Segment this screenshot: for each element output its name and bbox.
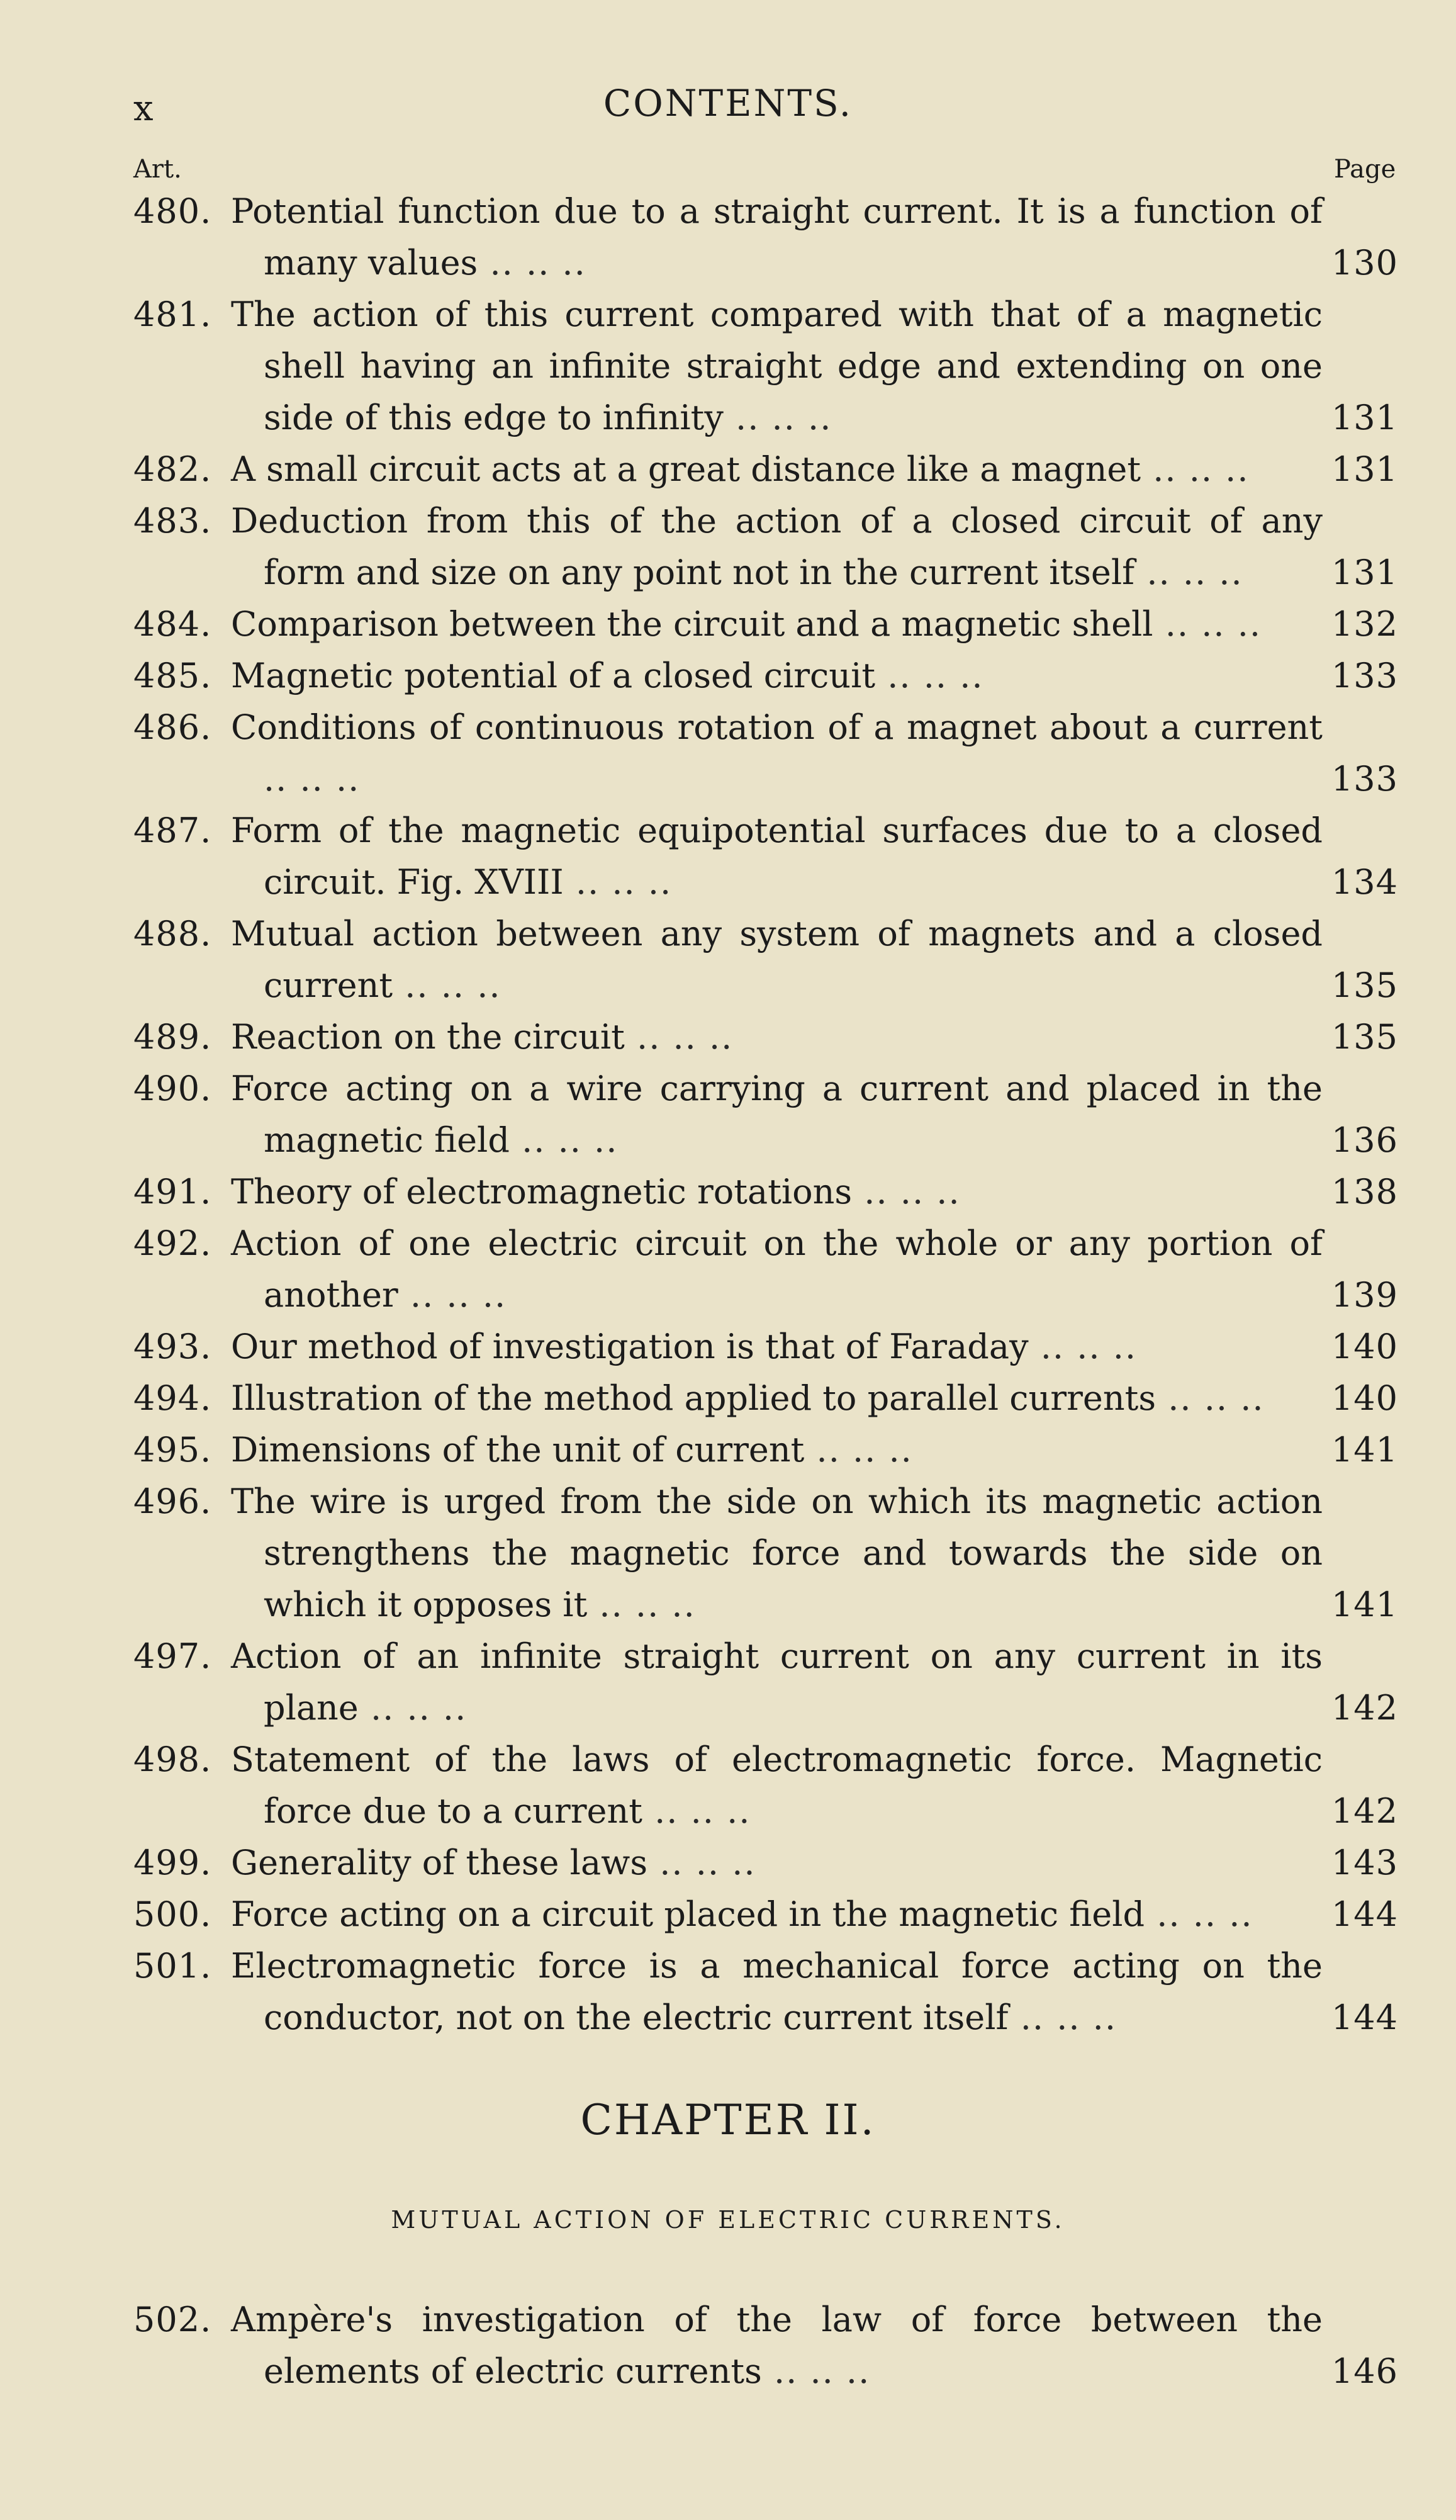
dot-leader: .. .. .. [264,759,361,799]
entry-page: 144 [1331,1894,1398,1934]
entry-page: 138 [1331,1172,1398,1212]
entry-title-text: Action of one electric circuit on the whole or any portion of another [231,1223,1323,1315]
entry-number: 481. [133,295,212,334]
dot-leader: .. .. .. [1153,604,1262,644]
entry-title-text: Electromagnetic force is a mechanical force acting on the conductor, not on the electric current itself [231,1946,1323,2037]
entry-title-text: Comparison between the circuit and a magnetic shell [231,604,1153,644]
column-header-art: Art. [133,155,182,184]
dot-leader: .. .. .. [804,1430,913,1470]
entry-title-text: Form of the magnetic equipotential surfaces due to a closed circuit. Fig. XVIII [231,811,1323,902]
entry-title-text: Action of an infinite straight current on any current in its plane [231,1636,1323,1728]
entry-title [231,599,1398,650]
entry-number: 497. [133,1636,212,1676]
entry-number: 498. [133,1740,212,1779]
entry-title-text: The action of this current compared with that of a magnetic shell having an infinite straight edge and extending on one side of this edge to infinity [231,295,1323,437]
entry-title-text: The wire is urged from the side on which its magnetic action strengthens the magnetic force and towards the side on which it opposes it [231,1482,1323,1624]
entry-number: 493. [133,1327,212,1366]
entry-number: 495. [133,1430,212,1470]
entry-page: 143 [1331,1843,1398,1882]
entry-page: 133 [1331,759,1398,799]
dot-leader: .. .. .. [398,1275,507,1315]
entry-number: 491. [133,1172,212,1212]
toc-entry [133,805,1398,908]
running-head: CONTENTS. [603,82,853,125]
entry-title [231,1063,1398,1166]
toc-entry [133,1218,1398,1321]
entry-title [231,1476,1398,1631]
contents-list [133,186,1398,2044]
entry-title [231,495,1398,599]
dot-leader: .. .. .. [642,1791,751,1831]
entry-title-text: Ampère's investigation of the law of force between the elements of electric currents [231,2300,1323,2391]
toc-entry [133,2294,1398,2397]
entry-page: 140 [1331,1327,1398,1366]
entry-title [231,650,1398,702]
toc-entry [133,1373,1398,1424]
entry-number: 490. [133,1069,212,1108]
dot-leader: .. .. .. [1145,1894,1253,1934]
entry-page: 140 [1331,1378,1398,1418]
dot-leader: .. .. .. [647,1843,756,1882]
chapter-contents-list [133,2294,1398,2397]
entry-page: 139 [1331,1275,1398,1315]
entry-page: 136 [1331,1120,1398,1160]
entry-number: 488. [133,914,212,953]
page-number: x [133,88,155,129]
toc-entry [133,908,1398,1011]
dot-leader: .. .. .. [358,1688,468,1728]
entry-number: 492. [133,1223,212,1263]
entry-page: 146 [1331,2351,1398,2391]
entry-title [231,805,1398,908]
toc-entry [133,186,1398,289]
entry-title [231,702,1398,805]
entry-number: 487. [133,811,212,850]
entry-title-text: A small circuit acts at a great distance like a magnet [231,449,1141,489]
entry-number: 499. [133,1843,212,1882]
dot-leader: .. .. .. [624,1017,734,1057]
dot-leader: .. .. .. [1141,449,1250,489]
dot-leader: .. .. .. [875,656,984,695]
dot-leader: .. .. .. [1008,1998,1117,2037]
toc-entry [133,289,1398,444]
entry-number: 500. [133,1894,212,1934]
toc-entry [133,1837,1398,1889]
dot-leader: .. .. .. [393,965,501,1005]
entry-title-text: Illustration of the method applied to parallel currents [231,1378,1156,1418]
entry-number: 496. [133,1482,212,1521]
entry-title [231,1631,1398,1734]
dot-leader: .. .. .. [563,862,673,902]
entry-number: 486. [133,707,212,747]
toc-entry [133,1063,1398,1166]
dot-leader: .. .. .. [852,1172,961,1212]
dot-leader: .. .. .. [761,2351,871,2391]
toc-entry [133,1321,1398,1373]
entry-title-text: Magnetic potential of a closed circuit [231,656,876,695]
chapter-subtitle: MUTUAL ACTION OF ELECTRIC CURRENTS. [391,2206,1065,2234]
entry-page: 130 [1331,243,1398,283]
entry-number: 483. [133,501,212,541]
dot-leader: .. .. .. [587,1585,696,1624]
entry-page: 135 [1331,965,1398,1005]
entry-page: 144 [1331,1998,1398,2037]
entry-title-text: Conditions of continuous rotation of a magnet about a current [231,707,1323,747]
toc-entry [133,1940,1398,2044]
entry-number: 489. [133,1017,212,1057]
entry-page: 142 [1331,1688,1398,1728]
entry-page: 135 [1331,1017,1398,1057]
entry-number: 502. [133,2300,212,2339]
toc-entry [133,1011,1398,1063]
toc-entry [133,1476,1398,1631]
toc-entry [133,1631,1398,1734]
toc-entry [133,702,1398,805]
entry-number: 482. [133,449,212,489]
entry-number: 480. [133,191,212,231]
entry-title-text: Generality of these laws [231,1843,648,1882]
entry-title [231,1734,1398,1837]
entry-title-text: Force acting on a wire carrying a current and placed in the magnetic field [231,1069,1323,1160]
entry-title [231,289,1398,444]
toc-entry [133,650,1398,702]
entry-title [231,444,1398,495]
entry-number: 485. [133,656,212,695]
dot-leader: .. .. .. [723,398,832,437]
toc-entry [133,1734,1398,1837]
dot-leader: .. .. .. [1156,1378,1265,1418]
entry-number: 484. [133,604,212,644]
entry-title [231,1011,1398,1063]
entry-title-text: Reaction on the circuit [231,1017,625,1057]
entry-title-text: Mutual action between any system of magnets and a closed current [231,914,1323,1005]
entry-page: 133 [1331,656,1398,695]
entry-title [231,1889,1398,1940]
toc-entry [133,495,1398,599]
entry-title [231,1218,1398,1321]
toc-entry [133,1166,1398,1218]
entry-title [231,186,1398,289]
entry-title [231,2294,1398,2397]
entry-title-text: Theory of electromagnetic rotations [231,1172,853,1212]
entry-title-text: Potential function due to a straight current. It is a function of many values [231,191,1323,283]
entry-page: 134 [1331,862,1398,902]
entry-page: 141 [1331,1430,1398,1470]
entry-page: 131 [1331,398,1398,437]
dot-leader: .. .. .. [1134,553,1243,592]
entry-title [231,1166,1398,1218]
entry-number: 501. [133,1946,212,1986]
entry-title-text: Our method of investigation is that of Faraday [231,1327,1029,1366]
entry-page: 141 [1331,1585,1398,1624]
entry-title [231,1424,1398,1476]
entry-title-text: Deduction from this of the action of a closed circuit of any form and size on any point not in the current itself [231,501,1323,592]
entry-page: 132 [1331,604,1398,644]
entry-title-text: Force acting on a circuit placed in the magnetic field [231,1894,1145,1934]
entry-number: 494. [133,1378,212,1418]
toc-entry [133,444,1398,495]
toc-entry [133,1889,1398,1940]
toc-entry [133,599,1398,650]
dot-leader: .. .. .. [509,1120,619,1160]
entry-title-text: Dimensions of the unit of current [231,1430,805,1470]
entry-title [231,1837,1398,1889]
entry-title [231,1373,1398,1424]
toc-entry [133,1424,1398,1476]
dot-leader: .. .. .. [478,243,586,283]
dot-leader: .. .. .. [1028,1327,1138,1366]
entry-page: 131 [1331,553,1398,592]
column-header-page: Page [1334,155,1396,184]
entry-title [231,1321,1398,1373]
entry-page: 131 [1331,449,1398,489]
entry-title [231,908,1398,1011]
entry-title [231,1940,1398,2044]
entry-page: 142 [1331,1791,1398,1831]
chapter-heading: CHAPTER II. [580,2096,876,2144]
entry-title-text: Statement of the laws of electromagnetic force. Magnetic force due to a current [231,1740,1323,1831]
